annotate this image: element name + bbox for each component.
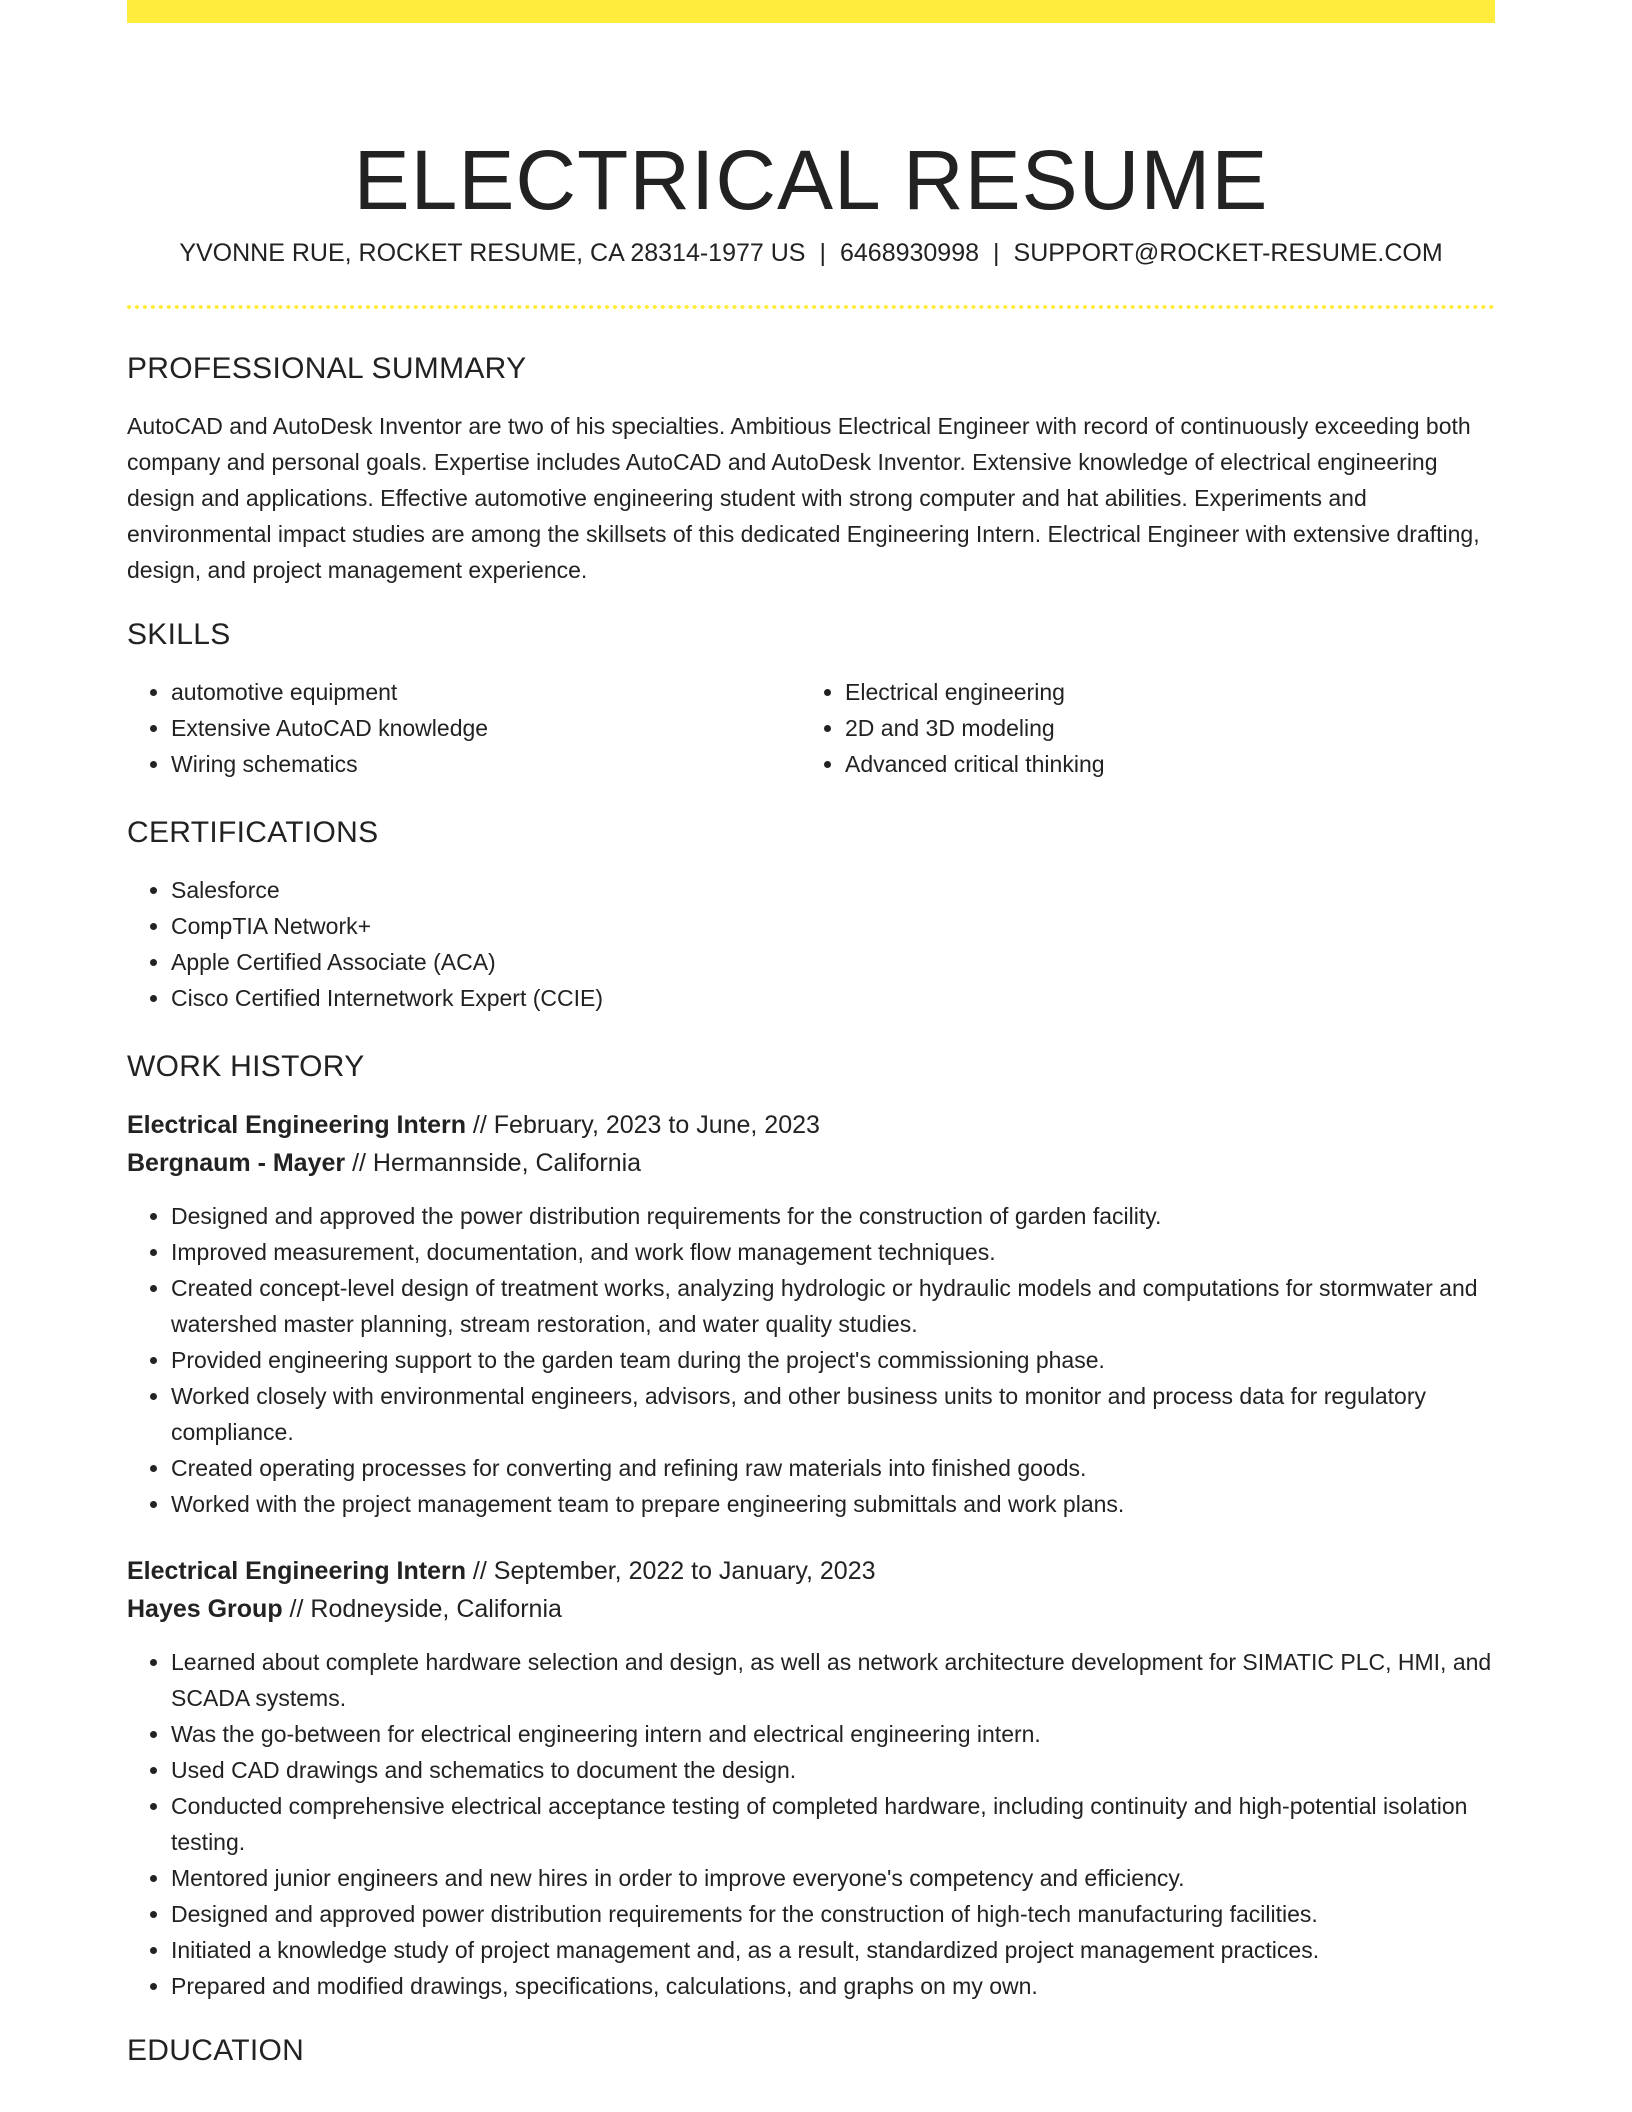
certification-item: • Cisco Certified Internetwork Expert (CCIE): [171, 980, 1495, 1016]
resume-body: [127, 352, 1495, 2090]
contact-separator: |: [819, 239, 826, 267]
job-title: Electrical Engineering Intern: [127, 1557, 466, 1585]
job-title: Electrical Engineering Intern: [127, 1111, 466, 1139]
job-bullet: • Designed and approved the power distribution requirements for the construction of garden facility.: [171, 1198, 1495, 1234]
summary-section: [127, 352, 1495, 588]
certification-item: • Salesforce: [171, 872, 1495, 908]
skills-grid: [127, 674, 1495, 782]
job-bullets: [127, 1198, 1495, 1522]
job-bullet: • Created concept-level design of treatment works, analyzing hydrologic or hydraulic models and computations for stormwater and watershed master planning, stream restoration, and water quality studies.: [171, 1270, 1495, 1342]
resume-title: ELECTRICAL RESUME: [353, 133, 1269, 228]
certifications-list: [127, 872, 1495, 1016]
job-company: Bergnaum - Mayer: [127, 1149, 346, 1177]
job-bullet: • Mentored junior engineers and new hires in order to improve everyone's competency and efficiency.: [171, 1860, 1495, 1896]
work-history-heading: WORK HISTORY: [127, 1050, 365, 1083]
job-title-line: [127, 1552, 1495, 1590]
work-history-section: [127, 1050, 1495, 2004]
job-dates: // February, 2023 to June, 2023: [465, 1111, 820, 1139]
job-location: // Rodneyside, California: [282, 1595, 562, 1623]
certifications-section: [127, 816, 1495, 1016]
skill-item: • Extensive AutoCAD knowledge: [171, 710, 801, 746]
header-divider: [127, 305, 1495, 309]
skill-item: • automotive equipment: [171, 674, 801, 710]
skill-item: • Advanced critical thinking: [845, 746, 1475, 782]
job-company-line: [127, 1590, 1495, 1628]
education-section: [127, 2034, 1495, 2068]
contact-phone: 6468930998: [839, 239, 980, 267]
certifications-heading: CERTIFICATIONS: [127, 816, 379, 849]
job-dates: // September, 2022 to January, 2023: [465, 1557, 876, 1585]
skills-list-left: [127, 674, 801, 782]
job-bullet: • Worked closely with environmental engineers, advisors, and other business units to monitor and process data for regulatory compliance.: [171, 1378, 1495, 1450]
job-bullet: • Worked with the project management team to prepare engineering submittals and work plans.: [171, 1486, 1495, 1522]
job-entry: [127, 1106, 1495, 1522]
skill-item: • Wiring schematics: [171, 746, 801, 782]
certification-item: • CompTIA Network+: [171, 908, 1495, 944]
job-bullet: • Learned about complete hardware selection and design, as well as network architecture development for SIMATIC PLC, HMI, and SCADA systems.: [171, 1644, 1495, 1716]
job-bullet: • Created operating processes for converting and refining raw materials into finished goods.: [171, 1450, 1495, 1486]
job-bullet: • Initiated a knowledge study of project management and, as a result, standardized project management practices.: [171, 1932, 1495, 1968]
job-bullet: • Provided engineering support to the garden team during the project's commissioning phase.: [171, 1342, 1495, 1378]
job-bullet: • Prepared and modified drawings, specifications, calculations, and graphs on my own.: [171, 1968, 1495, 2004]
accent-top-bar: [127, 0, 1495, 23]
skills-heading: SKILLS: [127, 618, 231, 651]
job-bullet: • Conducted comprehensive electrical acceptance testing of completed hardware, including continuity and high-potential isolation testing.: [171, 1788, 1495, 1860]
job-location: // Hermannside, California: [345, 1149, 642, 1177]
job-bullet: • Designed and approved power distribution requirements for the construction of high-tech manufacturing facilities.: [171, 1896, 1495, 1932]
skills-section: [127, 618, 1495, 782]
job-bullet: • Improved measurement, documentation, and work flow management techniques.: [171, 1234, 1495, 1270]
summary-heading: PROFESSIONAL SUMMARY: [127, 352, 527, 385]
job-entry: [127, 1552, 1495, 2004]
skill-item: • 2D and 3D modeling: [845, 710, 1475, 746]
job-company-line: [127, 1144, 1495, 1182]
contact-separator: |: [993, 239, 1000, 267]
certification-item: • Apple Certified Associate (ACA): [171, 944, 1495, 980]
contact-email: SUPPORT@ROCKET-RESUME.COM: [1013, 239, 1443, 267]
skills-list-right: [801, 674, 1475, 782]
contact-address: YVONNE RUE, ROCKET RESUME, CA 28314-1977 US: [179, 239, 806, 267]
job-bullet: • Used CAD drawings and schematics to document the design.: [171, 1752, 1495, 1788]
summary-text: AutoCAD and AutoDesk Inventor are two of his specialties. Ambitious Electrical Engineer with record of continuously exceeding both company and personal goals. Expertise includes AutoCAD and AutoDesk Inventor. Extensive knowledge of electrical engineering design and applications. Effective automotive engineering student with strong computer and hat abilities. Experiments and environmental impact studies are among the skillsets of this dedicated Engineering Intern. Electrical Engineer with extensive drafting, design, and project management experience.: [127, 413, 1480, 583]
job-bullet: • Was the go-between for electrical engineering intern and electrical engineering intern.: [171, 1716, 1495, 1752]
skill-item: • Electrical engineering: [845, 674, 1475, 710]
contact-line: [127, 239, 1495, 268]
education-heading: EDUCATION: [127, 2034, 305, 2067]
job-title-line: [127, 1106, 1495, 1144]
job-company: Hayes Group: [127, 1595, 283, 1623]
job-bullets: [127, 1644, 1495, 2004]
